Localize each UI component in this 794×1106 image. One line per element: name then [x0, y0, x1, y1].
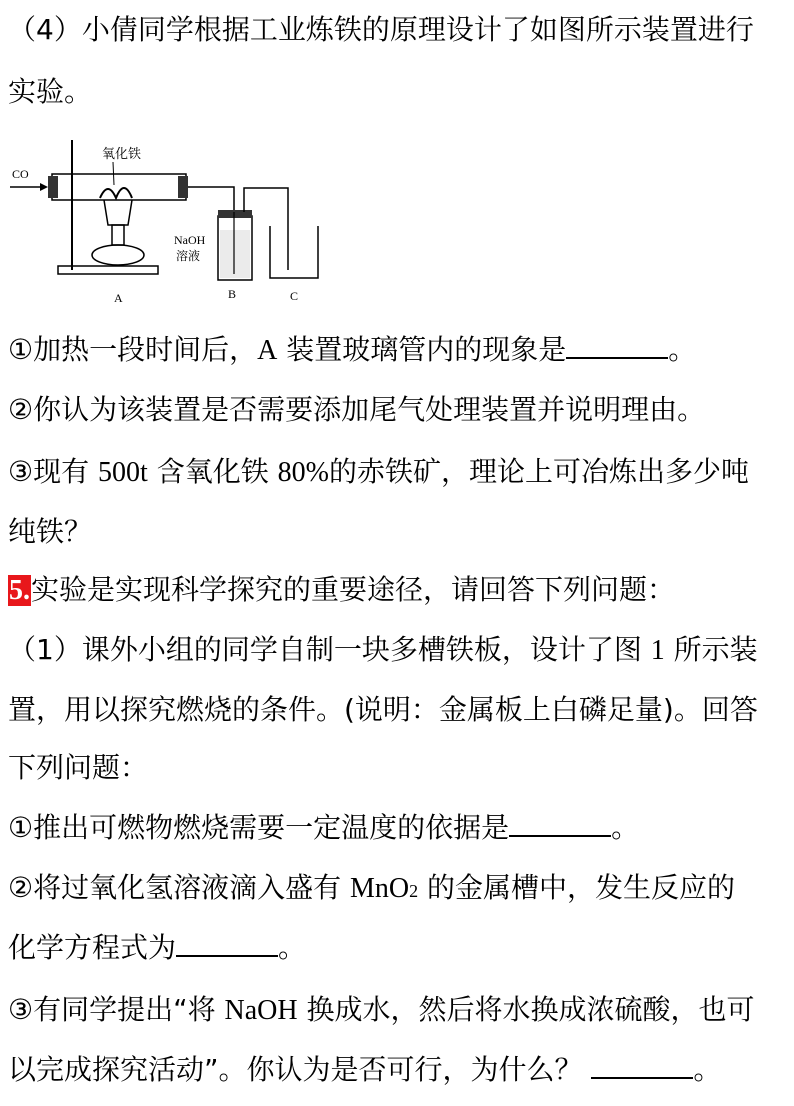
q5-item3: ③有同学提出“将 NaOH 换成水，然后将水换成浓硫酸，也可 [8, 993, 755, 1026]
solution-label: 溶液 [176, 249, 201, 263]
label-a: A [114, 291, 123, 305]
q5-p1-line1: （1）课外小组的同学自制一块多槽铁板，设计了图 1 所示装 [8, 633, 758, 666]
naoh-label: NaOH [174, 233, 206, 247]
q5-item1: ①推出可燃物燃烧需要一定温度的依据是 。 [8, 811, 640, 844]
apparatus-diagram [8, 130, 338, 315]
q5-item3-blank[interactable] [591, 1055, 693, 1079]
q4-item1-blank[interactable] [566, 335, 668, 359]
label-b: B [228, 287, 237, 301]
q5-item2-blank[interactable] [176, 933, 278, 957]
q4-item2: ②你认为该装置是否需要添加尾气处理装置并说明理由。 [8, 393, 706, 426]
q4-item1: ①加热一段时间后，A 装置玻璃管内的现象是 。 [8, 333, 697, 366]
q5-p1-line3: 下列问题： [8, 751, 149, 784]
q5-number: 5. [9, 575, 30, 606]
q5-item2-line2: 化学方程式为 。 [8, 931, 307, 964]
q4-line1: （4）小倩同学根据工业炼铁的原理设计了如图所示装置进行 [8, 13, 754, 46]
q4-line2: 实验。 [8, 75, 93, 108]
co-label: CO [12, 167, 29, 181]
q4-item3-line2: 纯铁？ [8, 515, 93, 548]
q5-p1-line2: 置，用以探究燃烧的条件。(说明：金属板上白磷足量)。回答 [8, 693, 758, 726]
q5-stem: 5.实验是实现科学探究的重要途径，请回答下列问题： [9, 573, 676, 606]
q5-item2: ②将过氧化氢溶液滴入盛有 MnO2 的金属槽中，发生反应的 [8, 871, 736, 904]
q4-item3: ③现有 500t 含氧化铁 80%的赤铁矿，理论上可冶炼出多少吨 [8, 455, 749, 488]
label-c: C [290, 289, 299, 303]
iron-oxide-label: 氧化铁 [102, 147, 142, 162]
q5-item3-line2: 以完成探究活动”。你认为是否可行，为什么？ 。 [8, 1053, 722, 1086]
q5-item1-blank[interactable] [509, 813, 611, 837]
